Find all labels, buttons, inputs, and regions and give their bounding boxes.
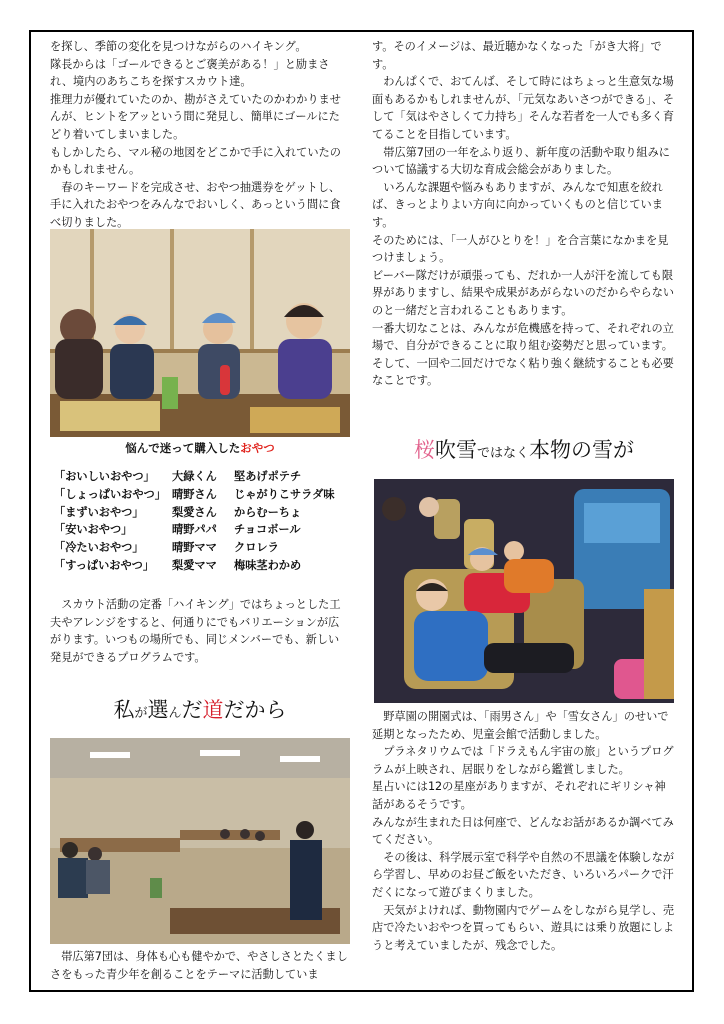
heading-part-accent: 道 [202, 698, 224, 722]
photo-planetarium-image [374, 479, 674, 703]
paragraph: 帯広第7団の一年をふり返り、新年度の活動や取り組みについて協議する大切な育成会総会がありました。 [372, 145, 670, 177]
list-item [54, 468, 354, 486]
paragraph: 野草園の開園式は、「雨男さん」や「雪女さん」のせいで延期となったため、児童会館で活動しました。 [372, 710, 669, 741]
paragraph: もしかしたら、マル秘の地図をどこかで手に入れていたのかもしれません。 [50, 145, 341, 177]
paragraph: その後は、科学展示室で科学や自然の不思議を体験しながら学習し、早めのお昼ご飯をいただき、いろいろパークで汗だくになって遊びまくりました。 [372, 850, 675, 899]
list-item [54, 486, 354, 504]
hiking-summary [50, 596, 350, 666]
paragraph: す。そのイメージは、最近聴かなくなった「がき大将」です。 [372, 40, 662, 71]
paragraph: そのためには、「一人がひとりを！」を合言葉になかまを見つけましょう。 [372, 233, 669, 265]
photo-kids-with-snacks-image [50, 229, 350, 437]
paragraph: 春のキーワードを完成させ、おやつ抽選券をゲットし、手に入れたおやつをみんなでおいしく、あっという間に食べ切りました。 [50, 180, 341, 229]
snack-item: 堅あげポテチ [234, 470, 302, 483]
snack-category: 「すっぱいおやつ」 [54, 558, 155, 572]
caption-accent-text: おやつ [240, 441, 275, 455]
section-heading-real-snow [372, 434, 676, 464]
heading-part: ではなく [476, 446, 529, 461]
paragraph: 帯広第7団は、身体も心も健やかで、やさしさとたくましさをもった青少年を創ることをテーマに活動していま [50, 950, 348, 981]
heading-part: 私 [113, 698, 135, 722]
snack-item: チョコボール [234, 523, 301, 537]
snack-person: 梨愛ママ [172, 558, 217, 572]
photo-caption [50, 440, 350, 456]
paragraph: 隊長からは「ゴールできるとご褒美がある！」と励まされ、境内のあちこちを探すスカウト達。 [50, 57, 330, 89]
snack-person: 大緑くん [172, 470, 217, 483]
planetarium-story [372, 708, 676, 954]
heading-part: ん [168, 706, 182, 721]
snack-person: 晴野さん [172, 487, 217, 501]
paragraph: 一番大切なことは、みんなが危機感を持って、それぞれの立場で、自分ができることに取り組む姿勢だと思っています。 [372, 321, 674, 353]
heading-part: だ [181, 698, 203, 722]
snack-item: クロレラ [234, 541, 279, 555]
paragraph: いろんな課題や悩みもありますが、みんなで知恵を絞れば、きっとよりよい方向に向かっていくものと信じています。 [372, 180, 663, 229]
paragraph: 推理力が優れていたのか、勘がさえていたのかわかりませんが、ヒントをアッという間に発見し、簡単にゴールにたどり着いてしまいました。 [50, 92, 341, 141]
heading-part: 吹雪 [434, 438, 477, 462]
snack-category: 「安いおやつ」 [54, 523, 133, 537]
photo-general-meeting-image [50, 738, 350, 944]
paragraph: わんぱくで、おてんば、そして時にはちょっと生意気な場面もあるかもしれませんが、「元気なあいさつができる」、そして「気はやさしくて力持ち」そんな若者を一人でも多く育てることを目指しています。 [372, 75, 675, 141]
right-column [372, 38, 676, 390]
snack-person: 晴野ママ [172, 541, 217, 555]
snack-list [54, 468, 354, 575]
heading-part: 選 [147, 698, 169, 722]
photo-kids-with-snacks [50, 229, 350, 437]
list-item [54, 521, 354, 539]
snack-person: 晴野パパ [172, 523, 217, 537]
photo-planetarium [374, 479, 674, 703]
photo-general-meeting [50, 738, 350, 944]
snack-category: 「しょっぱいおやつ」 [54, 487, 166, 501]
caption-text: 悩んで迷って購入した [125, 441, 241, 455]
snack-item: 梅味茎わかめ [234, 558, 302, 572]
snack-item: からむーちょ [234, 505, 302, 519]
list-item [54, 504, 354, 522]
snack-person: 梨愛さん [172, 505, 217, 519]
snack-category: 「冷たいおやつ」 [54, 541, 144, 555]
heading-part: 本物の雪が [529, 438, 634, 462]
heading-part: だから [223, 698, 287, 722]
heading-part-accent: 桜 [413, 438, 435, 462]
snack-category: 「まずいおやつ」 [54, 505, 144, 519]
troop-intro [50, 948, 350, 983]
paragraph: ビーバー隊だけが頑張っても、だれか一人が汗を流しても限界がありますし、結果や成果があがらないのだからやらないのと一緒だと言われることもあります。 [372, 268, 675, 317]
paragraph: みんなが生まれた日は何座で、どんなお話があるか調べてみてください。 [372, 815, 674, 847]
paragraph: スカウト活動の定番「ハイキング」ではちょっとした工夫やアレンジをすると、何通りにでもバリエーションが広がります。いつもの場所でも、同じメンバーでも、新しい発見ができるプログラムです。 [50, 598, 341, 664]
heading-part: が [134, 706, 148, 721]
list-item [54, 539, 354, 557]
snack-category: 「おいしいおやつ」 [54, 470, 155, 483]
paragraph: 天気がよければ、動物園内でゲームをしながら見学し、売店で冷たいおやつを買ってもらい、遊具には乗り放題にしようと考えていましたが、残念でした。 [372, 903, 675, 952]
paragraph: そして、一回や二回だけでなく粘り強く継続することも必要なことです。 [372, 356, 674, 388]
paragraph: 星占いには12の星座がありますが、それぞれにギリシャ神話があるそうです。 [372, 780, 666, 811]
section-heading-chosen-path [50, 694, 350, 724]
paragraph: プラネタリウムでは「ドラえもん宇宙の旅」というプログラムが上映され、居眠りをしながら鑑賞しました。 [372, 745, 674, 776]
paragraph: を探し、季節の変化を見つけながらのハイキング。 [50, 40, 307, 53]
list-item [54, 557, 354, 575]
snack-item: じゃがりこサラダ味 [234, 487, 335, 501]
left-column [50, 38, 350, 232]
